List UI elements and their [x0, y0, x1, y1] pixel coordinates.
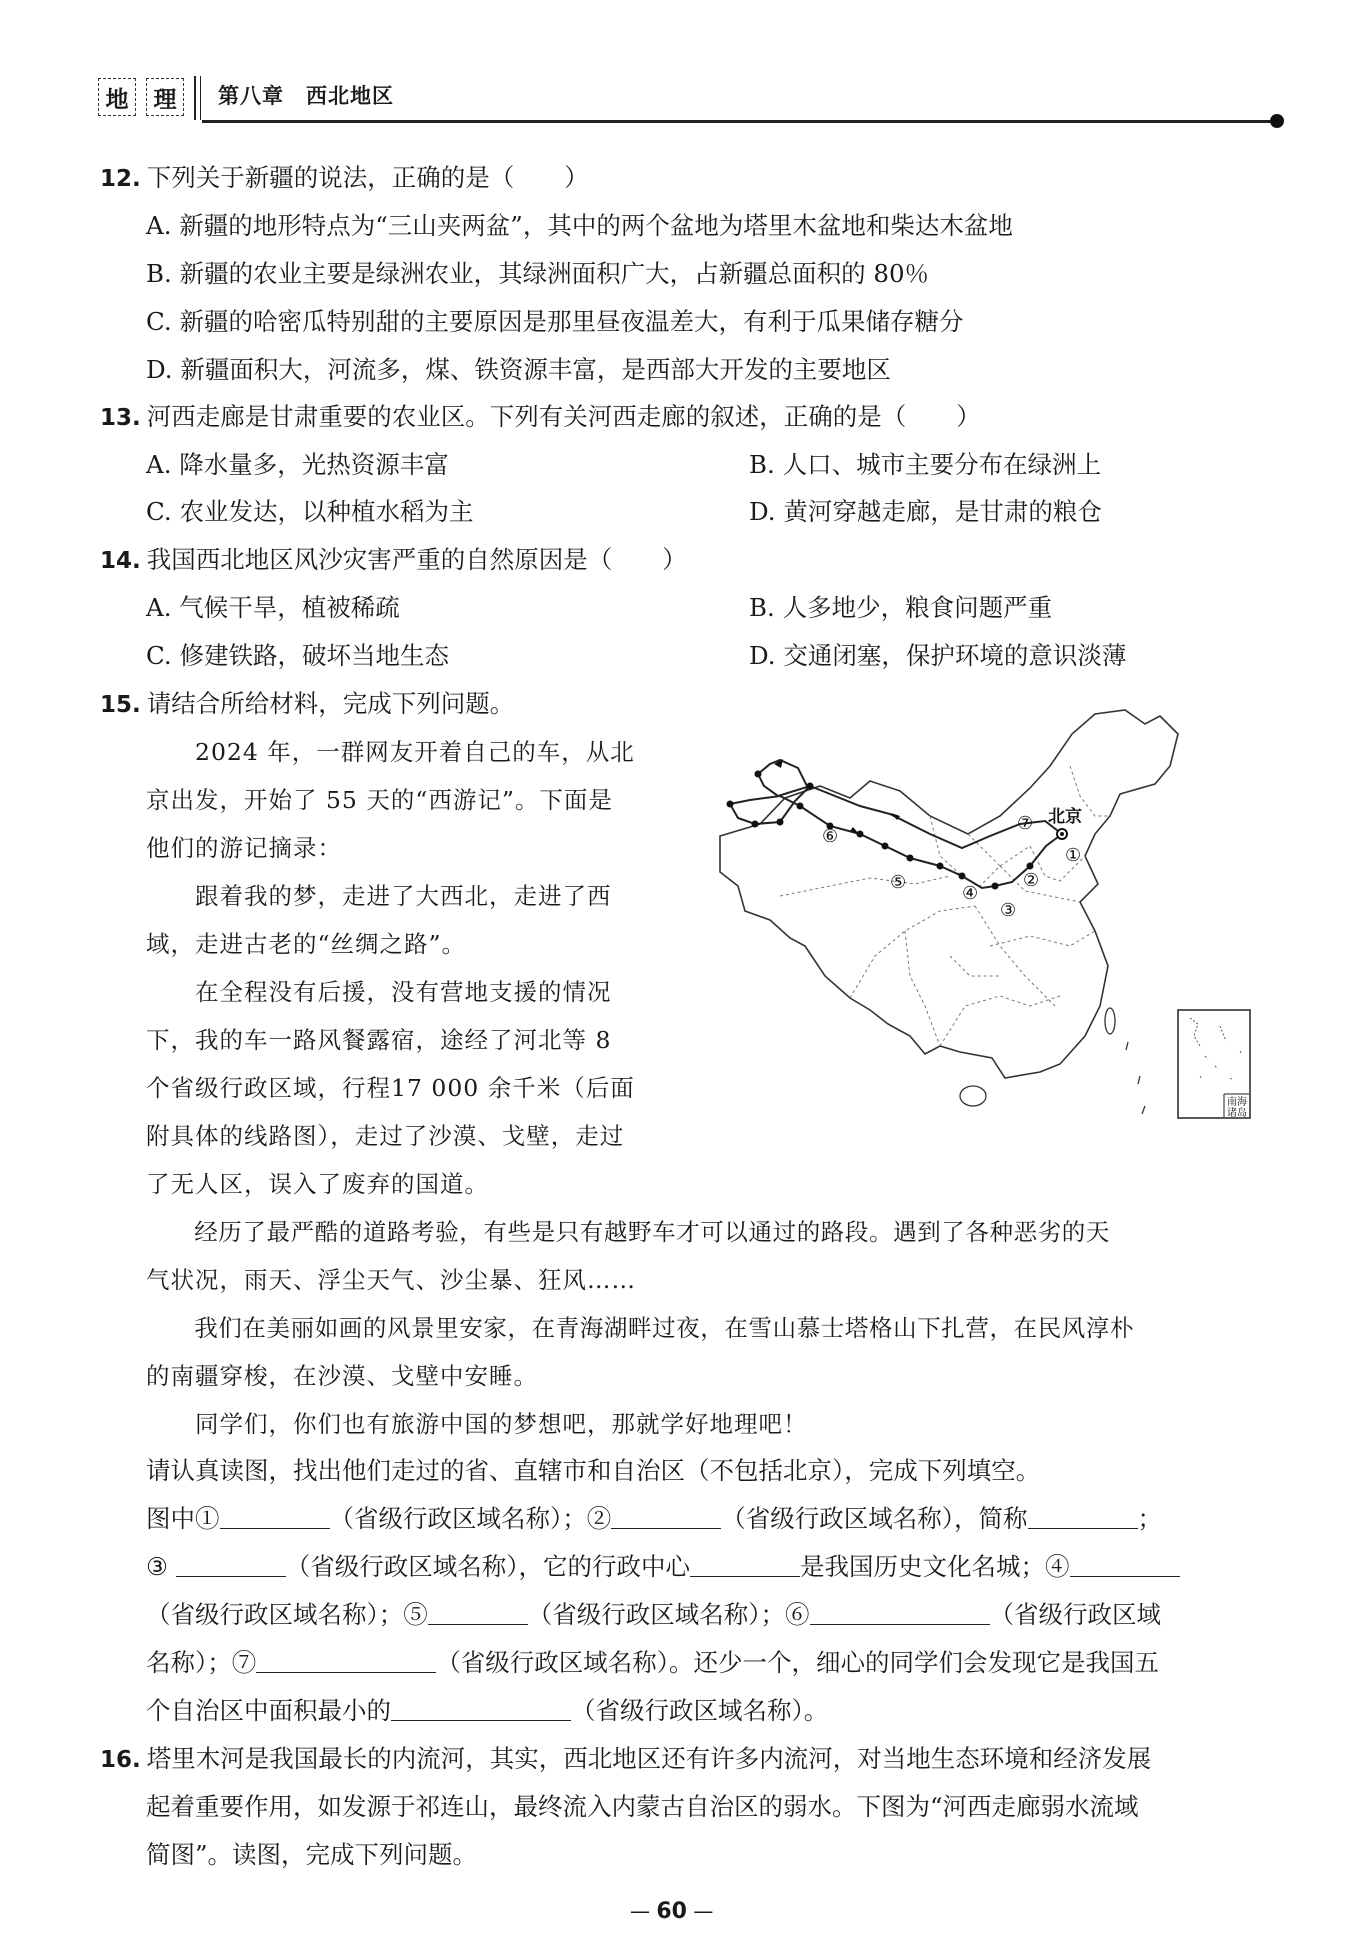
fill-line-4	[146, 1647, 1159, 1679]
page-number: 60	[656, 1899, 687, 1924]
q14-number: 14.	[100, 548, 141, 574]
inset-label: 南海	[1227, 1097, 1247, 1108]
footer-dash: —	[693, 1899, 714, 1923]
story-line: 同学们，你们也有旅游中国的梦想吧，那就学好地理吧！	[146, 1410, 808, 1438]
story-line: 的南疆穿梭，在沙漠、戈壁中安睡。	[146, 1362, 538, 1390]
q15-number: 15.	[100, 692, 141, 718]
q16-line-1	[100, 1743, 1151, 1776]
q14-option-c: C. 修建铁路，破坏当地生态	[146, 641, 449, 670]
story-line: 了无人区，误入了废弃的国道。	[146, 1170, 489, 1198]
answer-blank-5[interactable]	[428, 1600, 528, 1625]
subject-char: 理	[146, 78, 184, 116]
answer-blank-1[interactable]	[220, 1504, 330, 1529]
q13-option-d: D. 黄河穿越走廊，是甘肃的粮仓	[749, 497, 1102, 526]
answer-blank-2-abbr[interactable]	[1028, 1504, 1138, 1529]
story-line: 附具体的线路图），走过了沙漠、戈壁，走过	[146, 1122, 625, 1150]
paren-close: ）	[956, 402, 981, 431]
answer-blank-4[interactable]	[1070, 1552, 1180, 1577]
fill-text: （省级行政区域	[989, 1600, 1161, 1629]
chapter-title: 第八章 西北地区	[218, 84, 394, 108]
marker-7: ⑦	[1017, 813, 1034, 834]
fill-text: 个自治区中面积最小的	[146, 1696, 391, 1725]
map-markers	[822, 813, 1081, 921]
footer-dash: —	[630, 1899, 650, 1923]
q12-option-c: C. 新疆的哈密瓜特别甜的主要原因是那里昼夜温差大，有利于瓜果储存糖分	[146, 307, 964, 336]
story-line: 经历了最严酷的道路考验，有些是只有越野车才可以通过的路段。遇到了各种恶劣的天	[146, 1218, 1110, 1246]
q14-option-a: A. 气候干旱，植被稀疏	[146, 593, 400, 622]
page-header	[98, 78, 1283, 122]
fill-text: 图中①	[146, 1504, 220, 1533]
q14-option-b: B. 人多地少，粮食问题严重	[749, 593, 1053, 622]
fill-text: （省级行政区域名称）。	[571, 1696, 829, 1725]
q13-option-c: C. 农业发达，以种植水稻为主	[146, 497, 474, 526]
story-line: 他们的游记摘录：	[146, 834, 342, 862]
story-line: 京出发，开始了 55 天的“西游记”。下面是	[146, 786, 613, 814]
q16-text: 塔里木河是我国最长的内流河，其实，西北地区还有许多内流河，对当地生态环境和经济发展	[146, 1744, 1152, 1773]
subject-tag	[98, 78, 184, 116]
q12-option-b: B. 新疆的农业主要是绿洲农业，其绿洲面积广大，占新疆总面积的 80％	[146, 259, 930, 288]
story-line: 在全程没有后援，没有营地支援的情况	[146, 978, 612, 1006]
paren-close: ）	[564, 163, 589, 192]
header-rule	[202, 120, 1276, 123]
q12-stem	[100, 162, 589, 195]
q15-stem	[100, 688, 514, 721]
marker-1: ①	[1065, 845, 1082, 866]
paren-close: ）	[662, 545, 687, 574]
q12-number: 12.	[100, 166, 141, 192]
marker-4: ④	[962, 883, 979, 904]
marker-2: ②	[1023, 870, 1040, 891]
answer-blank-3-capital[interactable]	[690, 1552, 800, 1577]
marker-3: ③	[1000, 900, 1017, 921]
q13-stem	[100, 401, 981, 434]
answer-blank-6[interactable]	[810, 1600, 990, 1625]
header-dot	[1270, 114, 1284, 128]
route-stops	[727, 771, 1034, 890]
q12-option-a: A. 新疆的地形特点为“三山夹两盆”，其中的两个盆地为塔里木盆地和柴达木盆地	[146, 211, 1013, 240]
header-separator	[194, 76, 201, 120]
fill-text: （省级行政区域名称），它的行政中心	[285, 1552, 691, 1581]
fill-text: （省级行政区域名称）；⑥	[527, 1600, 810, 1629]
story-line: 跟着我的梦，走进了大西北，走进了西	[146, 882, 612, 910]
fill-text: （省级行政区域名称），简称	[721, 1504, 1028, 1533]
story-line: 2024 年，一群网友开着自己的车，从北	[146, 738, 635, 766]
marker-6: ⑥	[822, 826, 839, 847]
story-line: 下，我的车一路风餐露宿，途经了河北等 8	[146, 1026, 612, 1054]
story-line: 个省级行政区域，行程17 000 余千米（后面	[146, 1074, 635, 1102]
q13-option-a: A. 降水量多，光热资源丰富	[146, 450, 449, 479]
q14-option-d: D. 交通闭塞，保护环境的意识淡薄	[749, 641, 1127, 670]
fill-text: 名称）；⑦	[146, 1648, 257, 1677]
q16-line-2: 起着重要作用，如发源于祁连山，最终流入内蒙古自治区的弱水。下图为“河西走廊弱水流域	[146, 1792, 1139, 1821]
q14-stem	[100, 544, 687, 577]
fill-text: （省级行政区域名称）；⑤	[146, 1600, 428, 1629]
q16-line-3: 简图”。读图，完成下列问题。	[146, 1840, 478, 1869]
marker-5: ⑤	[890, 872, 907, 893]
q13-number: 13.	[100, 405, 141, 431]
route-map	[700, 706, 1290, 1146]
q12-option-d: D. 新疆面积大，河流多，煤、铁资源丰富，是西部大开发的主要地区	[146, 355, 891, 384]
fill-line-1	[146, 1503, 1162, 1535]
south-china-sea-inset	[1178, 1010, 1250, 1119]
fill-text: （省级行政区域名称）。还少一个，细心的同学们会发现它是我国五	[436, 1648, 1159, 1677]
q13-stem-text: 河西走廊是甘肃重要的农业区。下列有关河西走廊的叙述，正确的是（	[146, 402, 907, 431]
fill-line-3	[146, 1599, 1161, 1631]
hainan-island	[960, 1086, 986, 1106]
inset-label: 诸岛	[1227, 1108, 1247, 1119]
fill-text: 是我国历史文化名城；④	[800, 1552, 1070, 1581]
answer-blank-3[interactable]	[176, 1552, 286, 1577]
subject-char: 地	[98, 78, 136, 116]
q15-stem-text: 请结合所给材料，完成下列问题。	[146, 689, 515, 718]
story-line: 气状况，雨天、浮尘天气、沙尘暴、狂风……	[146, 1266, 636, 1294]
taiwan-island	[1105, 1008, 1115, 1034]
answer-blank-8[interactable]	[391, 1696, 571, 1721]
story-line: 域，走进古老的“丝绸之路”。	[146, 930, 467, 958]
q16-number: 16.	[100, 1747, 141, 1773]
q14-stem-text: 我国西北地区风沙灾害严重的自然原因是（	[146, 545, 613, 574]
beijing-label: 北京	[1048, 807, 1082, 826]
fill-text: （省级行政区域名称）；②	[329, 1504, 612, 1533]
fill-line-2	[146, 1551, 1180, 1583]
q15-instruction: 请认真读图，找出他们走过的省、直辖市和自治区（不包括北京），完成下列填空。	[146, 1456, 1041, 1485]
q12-stem-text: 下列关于新疆的说法，正确的是（	[146, 163, 515, 192]
q13-option-b: B. 人口、城市主要分布在绿洲上	[749, 450, 1102, 479]
answer-blank-2[interactable]	[611, 1504, 721, 1529]
fill-text: ；	[1137, 1504, 1162, 1533]
fill-text: ③	[146, 1552, 176, 1581]
dash-marks	[1126, 1042, 1145, 1114]
answer-blank-7[interactable]	[256, 1648, 436, 1673]
fill-line-5	[146, 1695, 828, 1727]
page-footer	[630, 1895, 713, 1928]
story-line: 我们在美丽如画的风景里安家，在青海湖畔过夜，在雪山慕士塔格山下扎营，在民风淳朴	[146, 1314, 1135, 1342]
